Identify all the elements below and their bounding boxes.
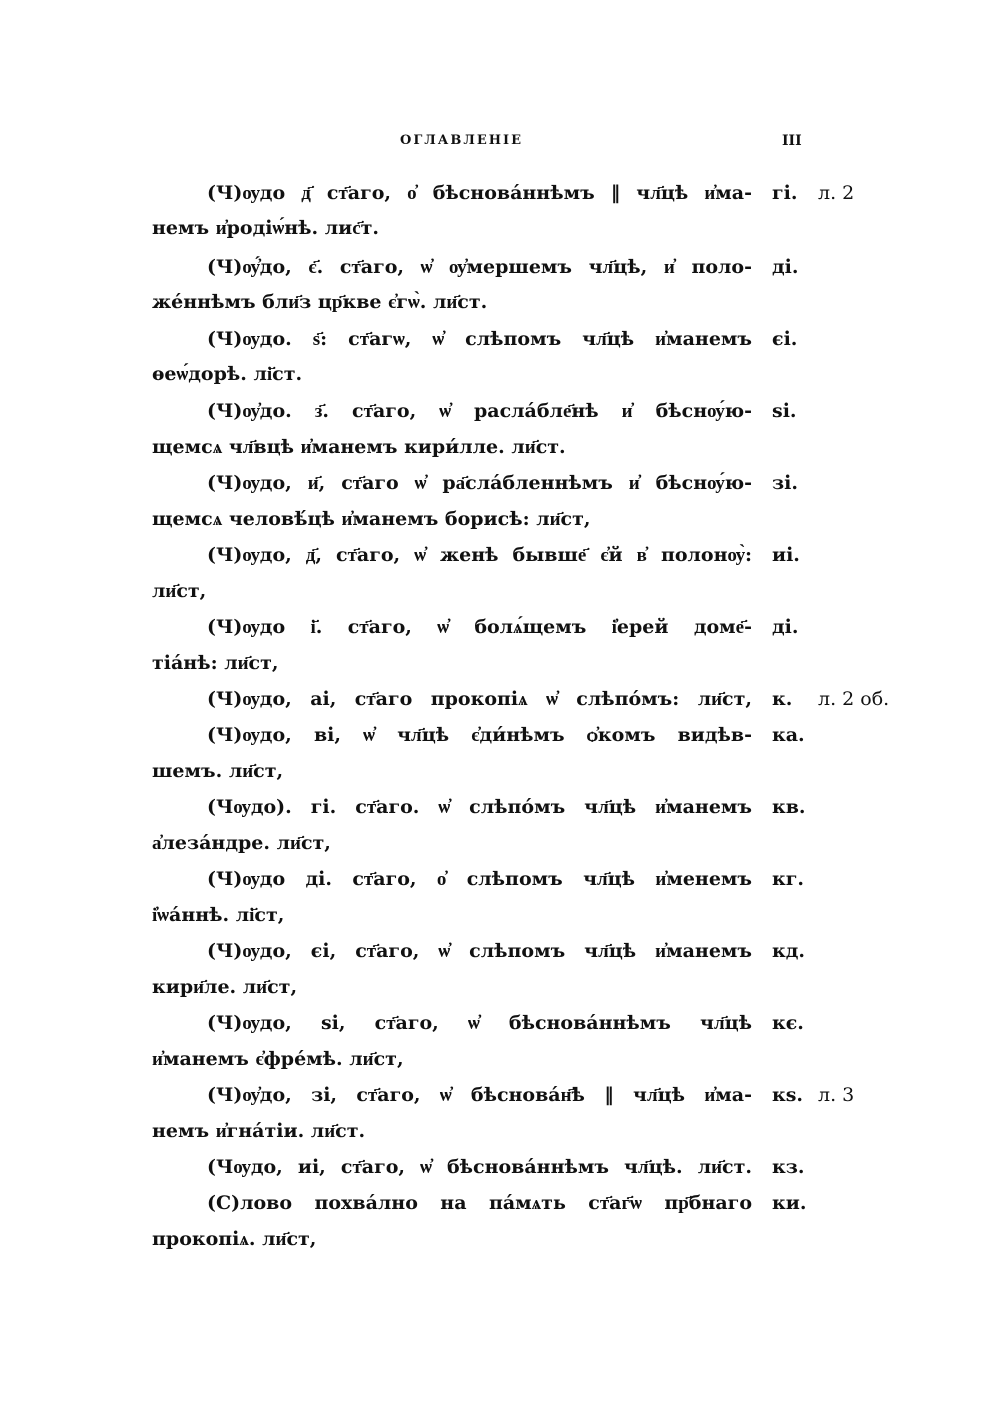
toc-entry-line: (Ч)ѹдо і҃. ст҃аго, ѡ҆ болѧ́щемъ і҆ерей доме҃- [207, 616, 752, 638]
toc-entry-number: кг. [772, 868, 804, 890]
running-head: ОГЛАВЛЕНІЕ [400, 133, 524, 148]
toc-entry-continuation: ли҃ст, [152, 580, 207, 602]
toc-entry-number: ки. [772, 1192, 807, 1214]
toc-entry-line: (Ч)ѹдо д҃ ст҃аго, о҆ бѣснова́ннѣмъ ‖ чл҃цѣ и҆ма- [207, 182, 752, 204]
folio-reference: л. 2 [818, 182, 855, 204]
toc-entry-line: (Ч)ѹдо ді. ст҃аго, о҆ слѣпомъ чл҃цѣ и҆менемъ [207, 868, 752, 890]
toc-entry-continuation: прокопіѧ. ли҃ст, [152, 1228, 317, 1250]
toc-entry-number: зі. [772, 472, 798, 494]
toc-entry-continuation: щемсѧ человѣ́цѣ и҆манемъ борисѣ: ли҃ст, [152, 508, 591, 530]
toc-entry-number: кз. [772, 1156, 805, 1178]
toc-entry-continuation: и҆манемъ є҆фре́мѣ. ли҃ст, [152, 1048, 404, 1070]
toc-entry-number: кѕ. [772, 1084, 804, 1106]
toc-entry-line: (Ч)ѹдо, аі, ст҃аго прокопіѧ ѡ҆ слѣпо́мъ: ли҃ст, [207, 688, 752, 710]
toc-entry-number: кє. [772, 1012, 804, 1034]
toc-entry-number: ѕі. [772, 400, 797, 422]
toc-entry-continuation: немъ и҆родіѡ́нѣ. лис҃т. [152, 217, 380, 239]
folio-reference: л. 3 [818, 1084, 855, 1106]
toc-entry-continuation: а҆лезáндре. ли҃ст, [152, 832, 331, 854]
toc-entry-number: ді. [772, 256, 799, 278]
page-number: III [782, 133, 802, 149]
toc-entry-line: (Ч)ѹдо, д҃, ст҃аго, ѡ҆ женѣ бывше҃ є҆й в҆ полонѹ̀: [207, 544, 752, 566]
folio-reference: л. 2 об. [818, 688, 890, 710]
toc-entry-line: (С)лово похва́лно на па́мѧть ст҃аг҃ѡ пр҃бнаго [207, 1192, 752, 1214]
toc-entry-continuation: же́ннѣмъ бли҃з цр҃кве є҆гѡ̀. ли҃ст. [152, 291, 488, 313]
toc-entry-continuation: і҆ѡа́ннѣ. лі҃ст, [152, 904, 285, 926]
toc-entry-number: кд. [772, 940, 805, 962]
toc-entry-line: (Ч)ѹдо, ѕі, ст҃аго, ѡ҆ бѣснова́ннѣмъ чл҃цѣ [207, 1012, 752, 1034]
toc-entry-line: (Ч)ѹ҆до. з҃. ст҃аго, ѡ҆ рaсла́бле҃нѣ и҆ бѣснѹ́ю- [207, 400, 752, 422]
toc-entry-number: ка. [772, 724, 805, 746]
toc-entry-number: иі. [772, 544, 800, 566]
toc-entry-continuation: тіа́нѣ: ли҃ст, [152, 652, 279, 674]
toc-entry-line: (Ч)ѹ҆до, зі, ст҃аго, ѡ҆ бѣснова́н҃ѣ ‖ чл҃цѣ и҆ма- [207, 1084, 752, 1106]
toc-entry-number: гі. [772, 182, 798, 204]
toc-entry-line: (Чѹдо). гі. ст҃аго. ѡ҆ слѣпо́мъ чл҃цѣ и҆манемъ [207, 796, 752, 818]
toc-entry-continuation: щемсѧ чл҃вцѣ и҆манемъ кири́лле. ли҃ст. [152, 436, 566, 458]
toc-entry-continuation: немъ и҆гна́тіи. ли҃ст. [152, 1120, 366, 1142]
toc-entry-continuation: кири҃ле. ли҃ст, [152, 976, 298, 998]
toc-entry-number: ді. [772, 616, 799, 638]
toc-entry-line: (Ч)ѹдо. ѕ҃: ст҃агѡ, ѡ҆ слѣпомъ чл҃цѣ и҆манемъ [207, 328, 752, 350]
toc-entry-number: кв. [772, 796, 806, 818]
toc-entry-line: (Ч)ѹ҆́до, є҃. ст҃аго, ѡ҆ ѹ҆мершемъ чл҃цѣ, и҆ поло- [207, 256, 752, 278]
toc-entry-number: єі. [772, 328, 798, 350]
toc-entry-line: (Ч)ѹдо, и҃, ст҃аго ѡ҆ ра҃сла́бленнѣмъ и҆ бѣснѹ́ю- [207, 472, 752, 494]
toc-entry-line: (Чѹдо, иі, ст҃аго, ѡ҆ бѣснова́ннѣмъ чл҃цѣ. ли҃ст. [207, 1156, 752, 1178]
toc-entry-continuation: ѳеѡ́дорѣ. лі҃ст. [152, 363, 303, 385]
toc-entry-line: (Ч)ѹдо, ві, ѡ҆ чл҃цѣ є҆ди́нѣмъ ѻ҆комъ видѣв- [207, 724, 752, 746]
toc-entry-line: (Ч)ѹдо, єі, ст҃аго, ѡ҆ слѣпомъ чл҃цѣ и҆манемъ [207, 940, 752, 962]
toc-entry-continuation: шемъ. ли҃ст, [152, 760, 284, 782]
toc-entry-number: к. [772, 688, 793, 710]
